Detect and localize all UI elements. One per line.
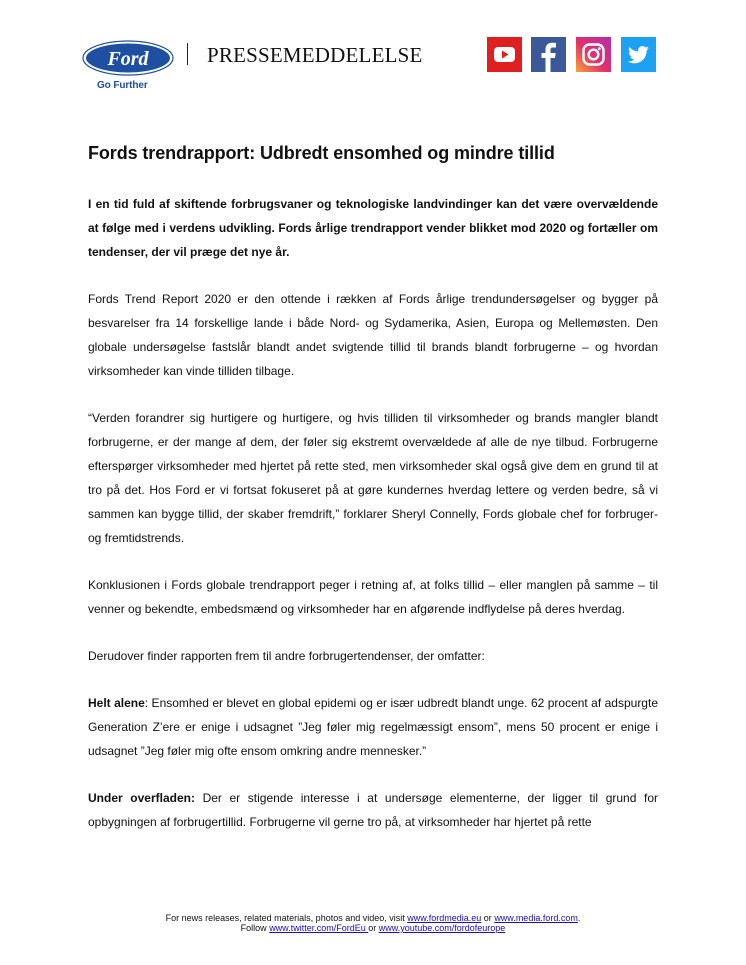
instagram-icon (576, 37, 611, 72)
section-surface (88, 786, 658, 834)
paragraph-2: “Verden forandrer sig hurtigere og hurtigere, og hvis tilliden til virksomheder og brands mangler blandt forbrugerne, er der mange af dem, der føler sig ekstremt overvældede af alle de nye tilbud. Forbrugerne efterspørger virksomheder med hjertet på rette sted, men virksomheder skal også give dem en grund til at tro på det. Hos Ford er vi fortsat fokuseret på at gøre kundernes hverdag lettere og verden bedre, så vi sammen kan bygge tillid, der skaber fremdrift,” forklarer Sheryl Connelly, Fords globale chef for forbruger- og fremtidstrends. (88, 411, 658, 545)
media-ford-link[interactable]: www.media.ford.com (494, 913, 578, 923)
footer-line-2 (0, 923, 746, 933)
article (88, 143, 658, 857)
ford-logo[interactable] (82, 40, 174, 76)
facebook-icon (531, 37, 566, 72)
lead-paragraph: I en tid fuld af skiftende forbrugsvaner og teknologiske landvindinger kan det være overvældende at følge med i verdens udvikling. Fords årlige trendrapport vender blikket mod 2020 og fortæller om tendenser, der vil præge det nye år. (88, 197, 658, 259)
footer-line-1 (0, 913, 746, 923)
press-release-label: PRESSEMEDDELELSE (207, 43, 423, 67)
fordmedia-link[interactable]: www.fordmedia.eu (407, 913, 482, 923)
section-surface-body: Der er stigende interesse i at undersøge elementerne, der ligger til grund for opbygningen af forbrugertillid. Forbrugerne vil gerne tro på, at virksomheder har hjertet på rette (88, 791, 658, 829)
instagram-link[interactable] (576, 37, 611, 72)
article-title: Fords trendrapport: Udbredt ensomhed og mindre tillid (88, 143, 555, 163)
youtube-link[interactable] (487, 37, 522, 72)
facebook-link[interactable] (531, 37, 566, 72)
ford-logo-text: Ford (107, 48, 149, 70)
footer-text: . (577, 913, 581, 923)
footer-text: Follow (240, 923, 270, 933)
section-alone-body: : Ensomhed er blevet en global epidemi og er især udbredt blandt unge. 62 procent af adspurgte Generation Z’ere er enige i udsagnet ”Jeg føler mig regelmæssigt ensom”, mens 50 procent er enige i udsagnet ”Jeg føler mig ofte ensom omkring andre mennesker.” (88, 696, 658, 758)
section-alone (88, 691, 658, 763)
tagline: Go Further (97, 80, 148, 91)
footer-text: or (481, 913, 495, 923)
section-alone-heading: Helt alene (88, 696, 145, 710)
header-divider (187, 43, 188, 65)
youtube-page-link[interactable]: www.youtube.com/fordofeurope (378, 923, 506, 933)
youtube-icon (487, 37, 522, 72)
paragraph-1: Fords Trend Report 2020 er den ottende i rækken af Fords årlige trendundersøgelser og bygger på besvarelser fra 14 forskellige lande i både Nord- og Sydamerika, Asien, Europa og Mellemøsten. Den globale undersøgelse fastslår blandt andet svigtende tillid til brands blandt forbrugerne – og hvordan virksomheder kan vinde tilliden tilbage. (88, 292, 658, 378)
footer-text: or (368, 923, 379, 933)
twitter-link[interactable] (621, 37, 656, 72)
paragraph-3: Konklusionen i Fords globale trendrapport peger i retning af, at folks tillid – eller manglen på samme – til venner og bekendte, embedsmænd og virksomheder har en afgørende indflydelse på deres hverdag. (88, 578, 658, 616)
footer-text: For news releases, related materials, photos and video, visit (165, 913, 408, 923)
section-surface-heading: Under overfladen: (88, 791, 195, 805)
page-header (0, 0, 746, 100)
twitter-page-link[interactable]: www.twitter.com/FordEu (269, 923, 369, 933)
page-footer (0, 913, 746, 933)
twitter-icon (621, 37, 656, 72)
paragraph-4: Derudover finder rapporten frem til andre forbrugertendenser, der omfatter: (88, 649, 485, 663)
